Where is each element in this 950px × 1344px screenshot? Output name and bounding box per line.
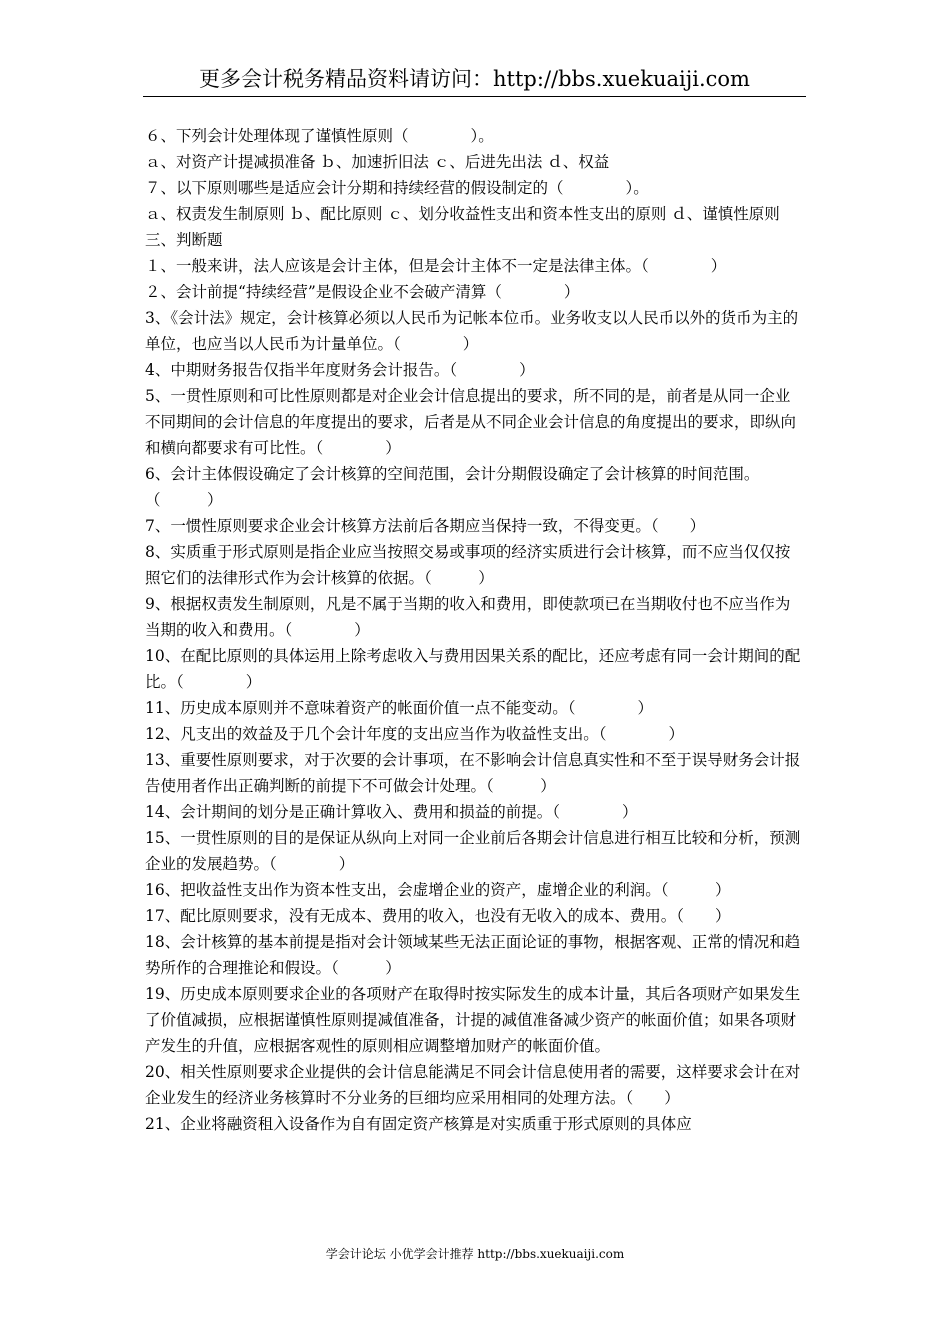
question-line: 16、把收益性支出作为资本性支出，会虚增企业的资产，虚增企业的利润。（ ） (145, 881, 731, 899)
question-line: 4、中期财务报告仅指半年度财务会计报告。（ ） (145, 361, 535, 379)
question-line: １、一般来讲，法人应该是会计主体，但是会计主体不一定是法律主体。（ ） (145, 257, 727, 275)
question-line: 9、根据权责发生制原则，凡是不属于当期的收入和费用，即使款项已在当期收付也不应当作为当期的收入和费用。（ ） (145, 595, 791, 639)
question-line: 7、一惯性原则要求企业会计核算方法前后各期应当保持一致，不得变更。（ ） (145, 517, 706, 535)
document-body (145, 123, 805, 1137)
question-line: ７、以下原则哪些是适应会计分期和持续经营的假设制定的（ ）。 (145, 179, 649, 197)
question-line: ６、下列会计处理体现了谨慎性原则（ ）。 (145, 127, 494, 145)
question-line: 20、相关性原则要求企业提供的会计信息能满足不同会计信息使用者的需要，这样要求会计在对企业发生的经济业务核算时不分业务的巨细均应采用相同的处理方法。（ ） (145, 1063, 801, 1107)
question-line: 11、历史成本原则并不意味着资产的帐面价值一点不能变动。（ ） (145, 699, 653, 717)
question-line: 14、会计期间的划分是正确计算收入、费用和损益的前提。（ ） (145, 803, 638, 821)
question-line: 17、配比原则要求，没有无成本、费用的收入，也没有无收入的成本、费用。（ ） (145, 907, 731, 925)
question-line: 6、会计主体假设确定了会计核算的空间范围，会计分期假设确定了会计核算的时间范围。（ ） (145, 465, 760, 509)
question-line: 21、企业将融资租入设备作为自有固定资产核算是对实质重于形式原则的具体应 (145, 1115, 692, 1133)
question-line: 15、一贯性原则的目的是保证从纵向上对同一企业前后各期会计信息进行相互比较和分析，预测企业的发展趋势。（ ） (145, 829, 801, 873)
question-line: ２、会计前提“持续经营”是假设企业不会破产清算（ ） (145, 283, 580, 301)
question-line: 19、历史成本原则要求企业的各项财产在取得时按实际发生的成本计量，其后各项财产如果发生了价值减损，应根据谨慎性原则提减值准备，计提的减值准备减少资产的帐面价值；如果各项财产发生的升值，应根据客观性的原则相应调整增加财产的帐面价值。 (145, 985, 801, 1055)
question-line: 12、凡支出的效益及于几个会计年度的支出应当作为收益性支出。（ ） (145, 725, 684, 743)
question-line: 18、会计核算的基本前提是指对会计领域某些无法正面论证的事物，根据客观、正常的情况和趋势所作的合理推论和假设。（ ） (145, 933, 801, 977)
question-line: 8、实质重于形式原则是指企业应当按照交易或事项的经济实质进行会计核算，而不应当仅仅按照它们的法律形式作为会计核算的依据。（ ） (145, 543, 791, 587)
section-heading: 三、判断题 (145, 231, 223, 249)
question-line: 13、重要性原则要求，对于次要的会计事项，在不影响会计信息真实性和不至于误导财务会计报告使用者作出正确判断的前提下不可做会计处理。（ ） (145, 751, 801, 795)
question-line: ａ、权责发生制原则 ｂ、配比原则 ｃ、划分收益性支出和资本性支出的原则 ｄ、谨慎性原则 (145, 205, 780, 223)
question-line: 10、在配比原则的具体运用上除考虑收入与费用因果关系的配比，还应考虑有同一会计期间的配比。（ ） (145, 647, 801, 691)
question-line: ａ、对资产计提减损准备 ｂ、加速折旧法 ｃ、后进先出法 ｄ、权益 (145, 153, 610, 171)
page-header: 更多会计税务精品资料请访问：http://bbs.xuekuaiji.com (143, 62, 806, 97)
question-line: 3、《会计法》规定，会计核算必须以人民币为记帐本位币。业务收支以人民币以外的货币为主的单位，也应当以人民币为计量单位。（ ） (145, 309, 799, 353)
question-line: 5、一贯性原则和可比性原则都是对企业会计信息提出的要求，所不同的是，前者是从同一企业不同期间的会计信息的年度提出的要求，后者是从不同企业会计信息的角度提出的要求，即纵向和横向都要求有可比性。（ ） (145, 387, 797, 457)
page-footer: 学会计论坛 小优学会计推荐 http://bbs.xuekuaiji.com (325, 1247, 625, 1261)
